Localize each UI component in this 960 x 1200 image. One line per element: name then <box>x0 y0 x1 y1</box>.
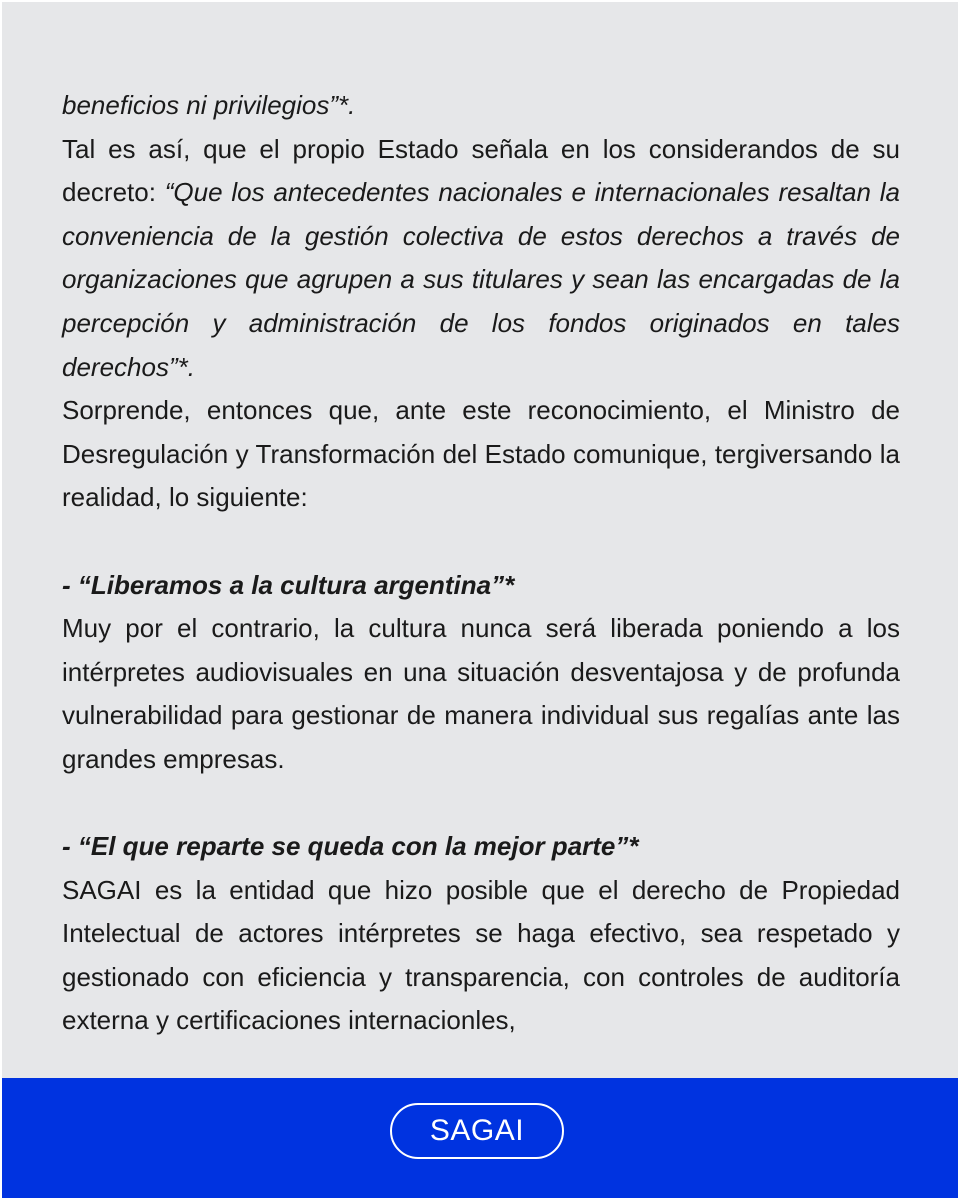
paragraph-4: Muy por el contrario, la cultura nunca será liberada poniendo a los intérpretes audiovisuales en una situación desventajosa y de profunda vulnerabilidad para gestionar de manera individual sus regalías ante las grandes empresas. <box>62 613 900 774</box>
paragraph-spacer <box>62 520 900 564</box>
paragraph-2-intro: Tal es así, que el propio Estado señala en los considerandos de su decreto: <box>62 133 900 208</box>
paragraph-1 <box>62 84 900 128</box>
decree-quote: “Que los antecedentes nacionales e internacionales resaltan la conveniencia de la gestión colectiva de estos derechos a través de organizaciones que agrupen a sus titulares y sean las encargadas de la percepción y administración de los fondos originados en tales derechos”*. <box>62 177 900 382</box>
paragraph-3: Sorprende, entonces que, ante este reconocimiento, el Ministro de Desregulación y Transformación del Estado comunique, tergiversando la realidad, lo siguiente: <box>62 395 900 513</box>
paragraph-2 <box>62 128 900 390</box>
paragraph-5: SAGAI es la entidad que hizo posible que el derecho de Propiedad Intelectual de actores intérpretes se haga efectivo, sea respetado y gestionado con eficiencia y transparencia, con controles de auditoría externa y certificaciones internacionles, <box>62 874 900 1036</box>
footer-bar <box>2 1078 958 1198</box>
paragraph-spacer <box>62 782 900 826</box>
document-body <box>62 84 900 1043</box>
document-page <box>2 2 958 1198</box>
section-heading-2: - “El que reparte se queda con la mejor parte”* <box>62 831 639 862</box>
quote-continuation: beneficios ni privilegios”*. <box>62 90 356 120</box>
brand-logo: SAGAI <box>390 1103 564 1159</box>
section-heading-1: - “Liberamos a la cultura argentina”* <box>62 569 515 600</box>
